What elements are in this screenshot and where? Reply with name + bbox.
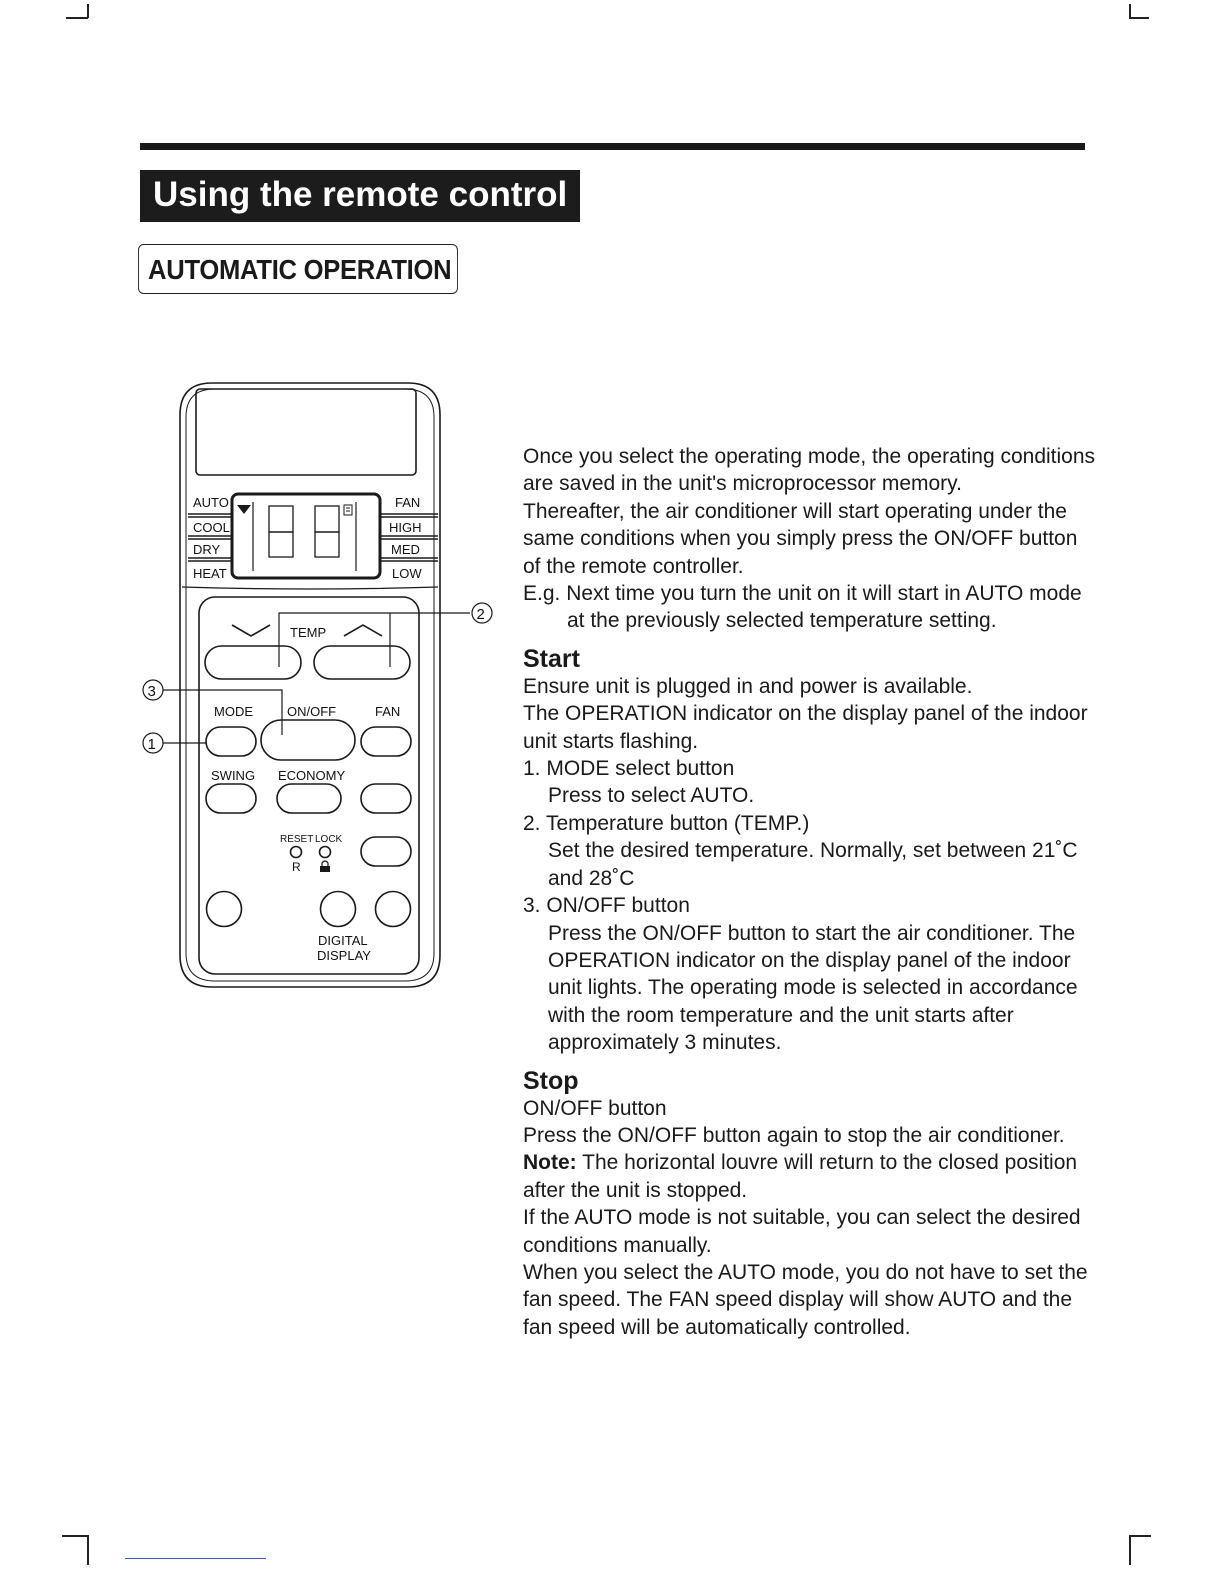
- callout-2-leader: [279, 613, 470, 667]
- lock-label: LOCK: [315, 834, 343, 845]
- intro-example: E.g. Next time you turn the unit on it will start in AUTO mode at the previously selected temperature setting.: [523, 582, 1082, 633]
- reset-button[interactable]: [291, 847, 302, 858]
- crop-mark-top-left: [87, 4, 89, 18]
- fan-label-high: HIGH: [389, 520, 422, 535]
- blank-button-1[interactable]: [361, 784, 411, 813]
- note-label: Note:: [523, 1151, 577, 1175]
- swing-button[interactable]: [206, 784, 256, 813]
- crop-mark-bottom-left: [87, 1535, 89, 1565]
- digital-display-button[interactable]: [321, 892, 356, 927]
- stop-paragraph-4: If the AUTO mode is not suitable, you can select the desired conditions manually.: [523, 1206, 1081, 1257]
- digital-display-label-1: DIGITAL: [318, 933, 368, 948]
- start-heading: Start: [523, 644, 580, 673]
- footer-line: [125, 1558, 266, 1559]
- step-1-title: 1. MODE select button: [523, 757, 735, 781]
- round-button-right[interactable]: [376, 892, 411, 927]
- instructions-text: [523, 443, 1098, 1341]
- start-paragraph-2: The OPERATION indicator on the display panel of the indoor unit starts flashing.: [523, 702, 1088, 753]
- remote-control-illustration: [140, 375, 500, 995]
- stop-paragraph-1: ON/OFF button: [523, 1096, 667, 1120]
- fan-label-low: LOW: [392, 566, 422, 581]
- step-1-text: Press to select AUTO.: [548, 784, 755, 808]
- mode-indicator-arrow: [237, 505, 251, 514]
- swing-button-label: SWING: [211, 768, 256, 783]
- step-3-text: Press the ON/OFF button to start the air conditioner. The OPERATION indicator on the display panel of the indoor unit lights. The operating mode is selected in accordance with the room temperature and the unit starts after approximately 3 minutes.: [548, 921, 1078, 1055]
- step-2-title: 2. Temperature button (TEMP.): [523, 811, 810, 835]
- temp-down-arrow: [232, 625, 270, 636]
- lcd-display: [232, 494, 380, 578]
- crop-mark-top-left: [66, 17, 88, 19]
- digital-display-label-2: DISPLAY: [317, 948, 371, 963]
- mode-label-heat: HEAT: [193, 566, 227, 581]
- header-rule: [140, 143, 1085, 150]
- fan-button-label: FAN: [375, 704, 401, 719]
- onoff-button-label: ON/OFF: [287, 704, 337, 719]
- economy-button[interactable]: [277, 784, 341, 813]
- callout-3-number: 3: [147, 683, 156, 700]
- economy-button-label: ECONOMY: [278, 768, 346, 783]
- mode-label-auto: AUTO: [193, 495, 229, 510]
- section-title: AUTOMATIC OPERATION: [138, 244, 458, 294]
- crop-mark-top-right: [1129, 4, 1131, 18]
- mode-label-cool: COOL: [193, 520, 230, 535]
- round-button-left[interactable]: [207, 892, 242, 927]
- reset-mark: R: [292, 860, 301, 874]
- callout-2-number: 2: [476, 606, 485, 623]
- onoff-button[interactable]: [261, 720, 355, 760]
- stop-paragraph-5: When you select the AUTO mode, you do not have to set the fan speed. The FAN speed display will show AUTO and the fan speed will be automatically controlled.: [523, 1260, 1088, 1339]
- mode-label-dry: DRY: [193, 542, 221, 557]
- temp-label: TEMP: [290, 625, 327, 640]
- ir-window: [196, 389, 416, 475]
- intro-paragraph-1: Once you select the operating mode, the operating conditions are saved in the unit's microprocessor memory.: [523, 445, 1096, 496]
- crop-mark-bottom-right: [1129, 1535, 1151, 1537]
- mode-button[interactable]: [206, 727, 256, 756]
- page-title: Using the remote control: [140, 170, 580, 222]
- button-panel: [199, 597, 419, 974]
- stop-heading: Stop: [523, 1066, 579, 1095]
- intro-paragraph-2: Thereafter, the air conditioner will start operating under the same conditions when you simply press the ON/OFF button of the remote controller.: [523, 499, 1078, 578]
- mode-button-label: MODE: [214, 704, 253, 719]
- callout-1-number: 1: [147, 736, 156, 753]
- lcd-digit-1: [269, 506, 293, 557]
- fan-button[interactable]: [361, 727, 411, 756]
- crop-mark-bottom-left: [62, 1535, 89, 1537]
- reset-label: RESET: [280, 834, 314, 845]
- fan-label-med: MED: [391, 542, 420, 557]
- fan-label-fan: FAN: [395, 495, 421, 510]
- lcd-fan-icon: [344, 505, 352, 515]
- lock-button[interactable]: [320, 847, 331, 858]
- note-text: The horizontal louvre will return to the closed position after the unit is stopped.: [523, 1151, 1078, 1202]
- stop-note: [523, 1149, 1098, 1204]
- lcd-digit-2: [315, 506, 339, 557]
- remote-body: [180, 383, 440, 987]
- start-paragraph-1: Ensure unit is plugged in and power is available.: [523, 674, 973, 698]
- blank-button-2[interactable]: [361, 837, 411, 866]
- temp-down-button[interactable]: [205, 646, 301, 679]
- temp-up-arrow: [344, 625, 382, 636]
- temp-up-button[interactable]: [314, 646, 410, 679]
- step-3-title: 3. ON/OFF button: [523, 894, 690, 918]
- step-2-text: Set the desired temperature. Normally, set between 21˚C and 28˚C: [548, 839, 1078, 890]
- stop-paragraph-2: Press the ON/OFF button again to stop the air conditioner.: [523, 1123, 1065, 1147]
- lock-icon: [320, 861, 330, 872]
- crop-mark-top-right: [1129, 17, 1149, 19]
- crop-mark-bottom-right: [1129, 1535, 1131, 1565]
